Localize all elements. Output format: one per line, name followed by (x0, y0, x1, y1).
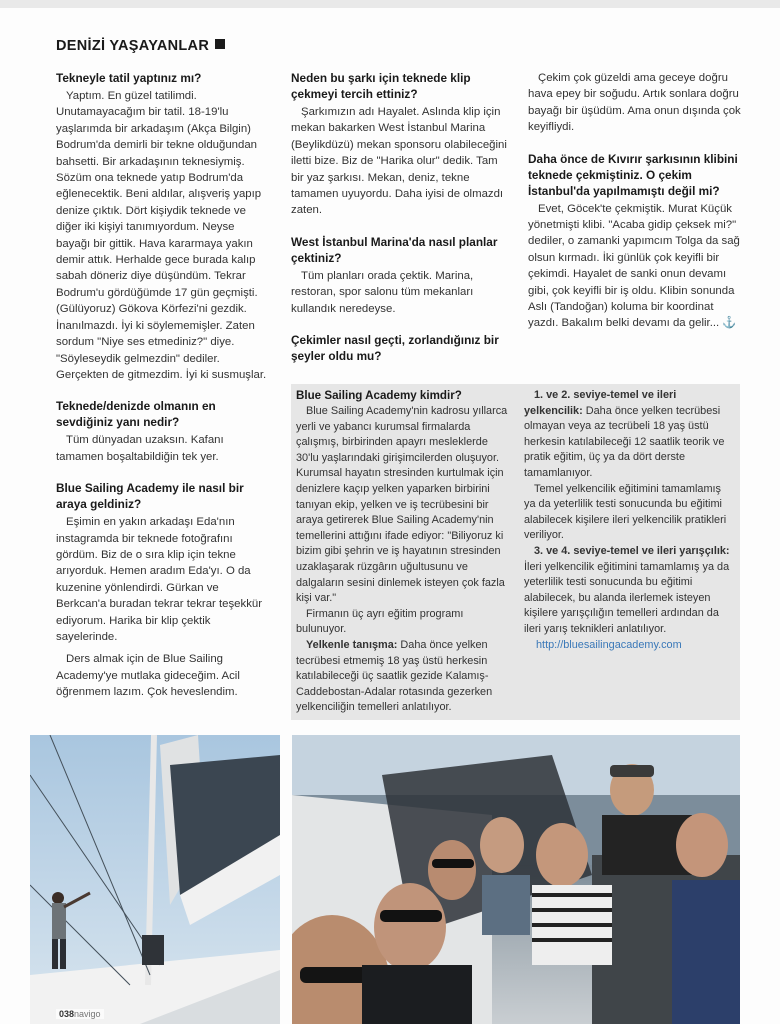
group-selfie-photo (292, 735, 740, 1024)
answer-paragraph: Eşimin en yakın arkadaşı Eda'nın instagramda bir teknede fotoğrafını gördüm. Biz de o sıra klip için tekne arıyorduk. Hemen aradım Eda'yı. O da kuzenine yönlendirdi. Gürkan ve Berkcan'a buradan tekrar tekrar teşekkür ediyorum. Harika bir klip çektik sayelerinde. (56, 516, 263, 643)
sailboat-illustration (30, 735, 280, 1024)
page-footer (56, 1009, 104, 1019)
info-box-title: Blue Sailing Academy kimdir? (296, 389, 462, 402)
info-box-paragraph (524, 544, 734, 638)
article-column-3 (528, 70, 741, 332)
magazine-name: navigo (74, 1009, 101, 1019)
program-text: Daha önce yelken tecrübesi etmemiş 18 yaş üstü herkesin katılabileceği üç saatlik gezide Kalamış-Caddebostan-Adalar rotasında gezerken yelkenciliğin temelleri anlatılıyor. (296, 638, 493, 714)
info-box-column-2 (524, 388, 734, 653)
info-box-paragraph (296, 638, 511, 716)
answer-paragraph: Ders almak için de Blue Sailing Academy'ye mutlaka gideceğim. Acil öğrenmem lazım. Çok heveslendim. (56, 653, 240, 699)
group-illustration (292, 735, 740, 1024)
answer-paragraph: Tüm planları orada çektik. Marina, restoran, spor salonu tüm mekanları kullandık neredeyse. (291, 269, 474, 315)
answer-paragraph: Yaptım. En güzel tatilimdi. Unutamayacağım bir tatil. 18-19'lu yaşlarımda bir arkadaşım (Akça Bilgin) Bodrum'da demirli bir tekne olduğundan bahsetti. Bir arkadaşının teknesiymiş. Sözüm ona teknede yatıp Bodrum'da eğlenecektik. Beni aldılar, alışveriş yapıp denize çıktık. Dört kişiydik teknede ve diğer iki kişiyi tanımıyordum. Neyse bayağı bir gittik. Hava kararmaya yakın demir attık. Herhalde gece burada kalıp sabah döneriz diye düşündüm. Tekrar Bodrum'u gördüğümde 17 gün geçmişti. (Gülüyoruz) Gökova Körfezi'ni gezdik. İnanılmazdı. İyi ki söylememişler. Zaten sordum "Niye ses etmediniz?" diye. "Söyleseydik gelmezdin" dediler. Gerçekten de gitmezdim. İyi ki susmuşlar. (56, 90, 267, 381)
question-heading: Neden bu şarkı için teknede klip çekmeyi tercih ettiniz? (291, 71, 471, 101)
program-label: 1. ve 2. seviye-temel ve ileri yelkencilik: (524, 389, 677, 417)
program-text: Daha önce yelken tecrübesi olmayan veya az tecrübeli 18 yaş üstü herkesin katılabileceği 12 saatlik teorik ve pratik eğitim, üç ya da dört derste tamamlanıyor. (524, 404, 725, 479)
question-heading: Çekimler nasıl geçti, zorlandığınız bir şeyler oldu mu? (291, 333, 499, 364)
section-title: DENİZİ YAŞAYANLAR (56, 38, 225, 54)
title-square-mark (215, 39, 225, 49)
question-heading: Blue Sailing Academy ile nasıl bir araya geldiniz? (56, 481, 244, 512)
top-margin-strip (0, 0, 780, 8)
website-link[interactable]: http://bluesailingacademy.com (536, 638, 682, 651)
answer-paragraph: Çekim çok güzeldi ama geceye doğru hava epey bir soğudu. Artık sonlara doğru bayağı bir üşüdüm. Ama onun dışında çok keyifliydi. (528, 72, 741, 134)
info-box-paragraph: Temel yelkencilik eğitimini tamamlamış ya da yeterlilik testi sonucunda bu eğitimi alabilecek kişilere ileri yelkencilik pratikleri veriliyor. (524, 482, 727, 542)
question-heading: Teknede/denizde olmanın en sevdiğiniz yanı nedir? (56, 399, 216, 430)
info-box-column-1 (296, 388, 511, 716)
info-box-paragraph: Firmanın üç ayrı eğitim programı bulunuyor. (296, 607, 464, 636)
article-column-2 (291, 70, 509, 366)
sailboat-photo (30, 735, 280, 1024)
article-column-1 (56, 70, 270, 701)
program-text: İleri yelkencilik eğitimini tamamlamış ya da yeterlilik testi sonucunda bu eğitimi alabilecek, bu alanda ilerlemek isteyen kişilere yarışçılığın temelleri ardından da ileri yarış teknikleri anlatılıyor. (524, 560, 730, 635)
question-heading: West İstanbul Marina'da nasıl planlar çektiniz? (291, 234, 498, 265)
question-heading: Daha önce de Kıvırır şarkısının klibini teknede çekmiştiniz. O çekim İstanbul'da yapılmamıştı değil mi? (528, 151, 738, 198)
program-label: 3. ve 4. seviye-temel ve ileri yarışçılık: (534, 544, 730, 557)
answer-paragraph: Şarkımızın adı Hayalet. Aslında klip için mekan bakarken West İstanbul Marina (Beylikdüzü) mekan sponsoru olabileceğini iletti bize. Biz de "Harika olur" dedik. Tam bir yaz şarkısı. Mekan, deniz, tekne tamamen uyuyordu. Daha iyisi de olmazdı zaten. (291, 106, 507, 217)
answer-text: Evet, Göcek'te çekmiştik. Murat Küçük yönetmişti klibi. "Acaba gidip çeksek mi?" dediler, o zamanki yapımcım Tolga da sağ olsun kırmadı. İki günlük çok keyifli bir çekimdi. Hayalet de sanki onun devamı gibi, çok keyifli bir iş oldu. Klibin sonunda Aslı (Tandoğan) koluma bir koordinat yazdı. Bakalım belki devamı da gelir... (528, 202, 740, 330)
program-label: Yelkenle tanışma: (306, 638, 398, 651)
page-number: 038 (59, 1009, 75, 1019)
answer-paragraph (528, 201, 741, 332)
question-heading: Tekneyle tatil yaptınız mı? (56, 71, 202, 85)
answer-paragraph: Tüm dünyadan uzaksın. Kafanı tamamen boşaltabildiğin tek yer. (56, 434, 224, 463)
info-box-paragraph (524, 638, 734, 654)
info-box-paragraph (524, 388, 734, 482)
info-box-paragraph: Blue Sailing Academy'nin kadrosu yıllarca yerli ve yabancı kurumsal firmalarda çalışmış, birbirinden apayrı mesleklerde 30'lu yaşlarındaki girişimcilerden oluşuyor. Kurumsal hayatın stresinden kurtulmak için denizlere kaçıp yelken yaparken birbirini tanıyan ekip, yelken ve iş tecrübesini bir araya getirerek Blue Sailing Academy'nin temellerini attığını ifade ediyor: "Biliyoruz ki bizim gibi şehrin ve iş hayatının stresinden uzaklaşarak rüzgârın uğultusunu ve dalgaların sesini dinlemek isteyen çok fazla kişi var." (296, 405, 508, 605)
anchor-icon: ⚓ (722, 317, 737, 330)
